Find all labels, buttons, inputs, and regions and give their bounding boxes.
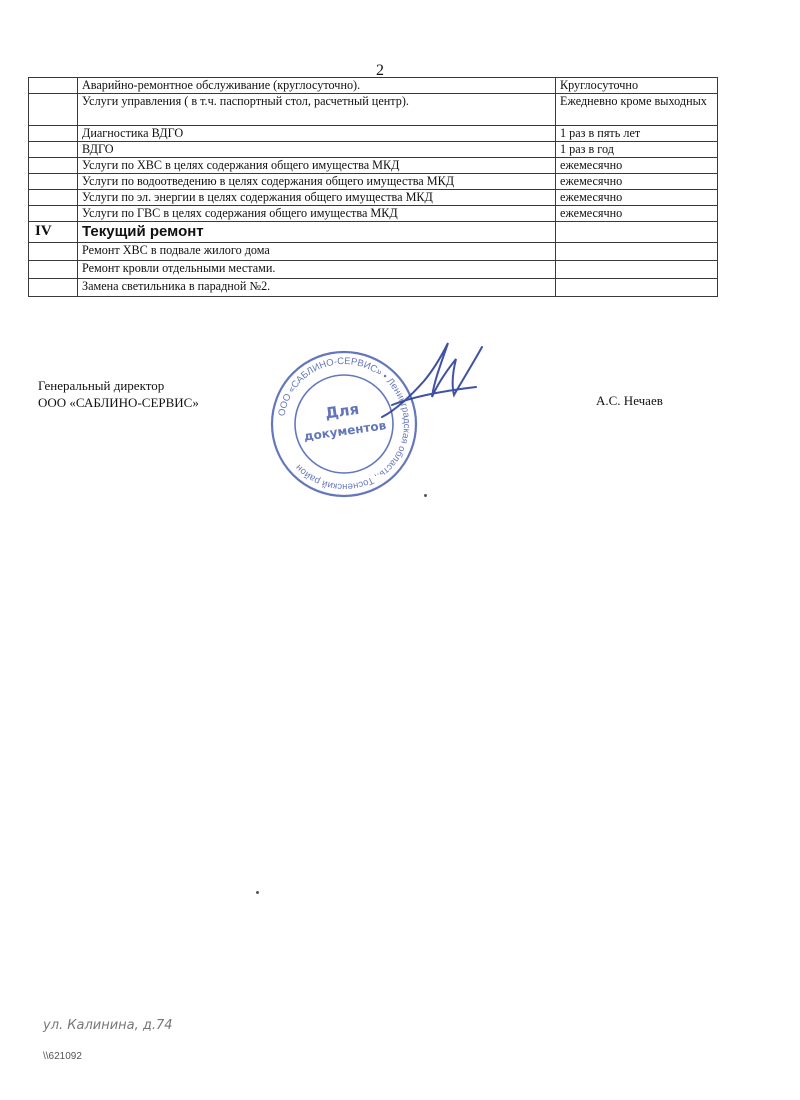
row-number <box>29 142 78 158</box>
row-number <box>29 261 78 279</box>
table-row <box>29 243 718 261</box>
stamp-ring-text: ООО «САБЛИНО-СЕРВИС» • Ленинградская область., Тосненский район <box>276 355 413 493</box>
row-number <box>29 206 78 222</box>
section-header-row <box>29 222 718 243</box>
page-number: 2 <box>376 62 384 79</box>
row-number <box>29 158 78 174</box>
table-row <box>29 279 718 297</box>
service-frequency <box>556 261 718 279</box>
service-frequency <box>556 279 718 297</box>
service-name: Услуги по водоотведению в целях содержания общего имущества МКД <box>78 174 556 190</box>
services-table <box>28 77 718 297</box>
section-number: IV <box>29 222 78 243</box>
row-number <box>29 94 78 126</box>
service-name: Замена светильника в парадной №2. <box>78 279 556 297</box>
row-number <box>29 190 78 206</box>
section-title: Текущий ремонт <box>78 222 556 243</box>
service-name: Ремонт ХВС в подвале жилого дома <box>78 243 556 261</box>
table-row <box>29 94 718 126</box>
service-name: Ремонт кровли отдельными местами. <box>78 261 556 279</box>
service-frequency <box>556 222 718 243</box>
service-frequency <box>556 243 718 261</box>
row-number <box>29 78 78 94</box>
table-row <box>29 126 718 142</box>
service-frequency: 1 раз в пять лет <box>556 126 718 142</box>
service-frequency: Ежедневно кроме выходных <box>556 94 718 126</box>
table-row <box>29 158 718 174</box>
handwritten-signature <box>372 325 492 445</box>
service-frequency: ежемесячно <box>556 190 718 206</box>
table-row <box>29 78 718 94</box>
row-number <box>29 243 78 261</box>
service-name: Аварийно-ремонтное обслуживание (круглосуточно). <box>78 78 556 94</box>
service-name: Услуги по ХВС в целях содержания общего имущества МКД <box>78 158 556 174</box>
service-frequency: 1 раз в год <box>556 142 718 158</box>
scan-speck <box>256 891 259 894</box>
service-frequency: ежемесячно <box>556 206 718 222</box>
stamp-center-line1: Для <box>324 399 361 423</box>
service-frequency: ежемесячно <box>556 158 718 174</box>
table-row <box>29 142 718 158</box>
service-name: Диагностика ВДГО <box>78 126 556 142</box>
service-name: Услуги по эл. энергии в целях содержания общего имущества МКД <box>78 190 556 206</box>
service-frequency: Круглосуточно <box>556 78 718 94</box>
signer-company: ООО «САБЛИНО-СЕРВИС» <box>38 395 199 410</box>
scan-speck <box>424 494 427 497</box>
table-row <box>29 261 718 279</box>
table-row <box>29 206 718 222</box>
service-name: ВДГО <box>78 142 556 158</box>
signature-title-block <box>38 377 199 411</box>
signer-name: А.С. Нечаев <box>596 393 663 408</box>
stamp-center-line2: документов <box>302 418 388 444</box>
row-number <box>29 174 78 190</box>
row-number <box>29 126 78 142</box>
footer-code: \\621092 <box>43 1051 82 1062</box>
table-row <box>29 190 718 206</box>
signer-position: Генеральный директор <box>38 378 165 393</box>
service-name: Услуги по ГВС в целях содержания общего имущества МКД <box>78 206 556 222</box>
footer-address: ул. Калинина, д.74 <box>43 1018 173 1033</box>
service-name: Услуги управления ( в т.ч. паспортный стол, расчетный центр). <box>78 94 556 126</box>
service-frequency: ежемесячно <box>556 174 718 190</box>
table-row <box>29 174 718 190</box>
row-number <box>29 279 78 297</box>
